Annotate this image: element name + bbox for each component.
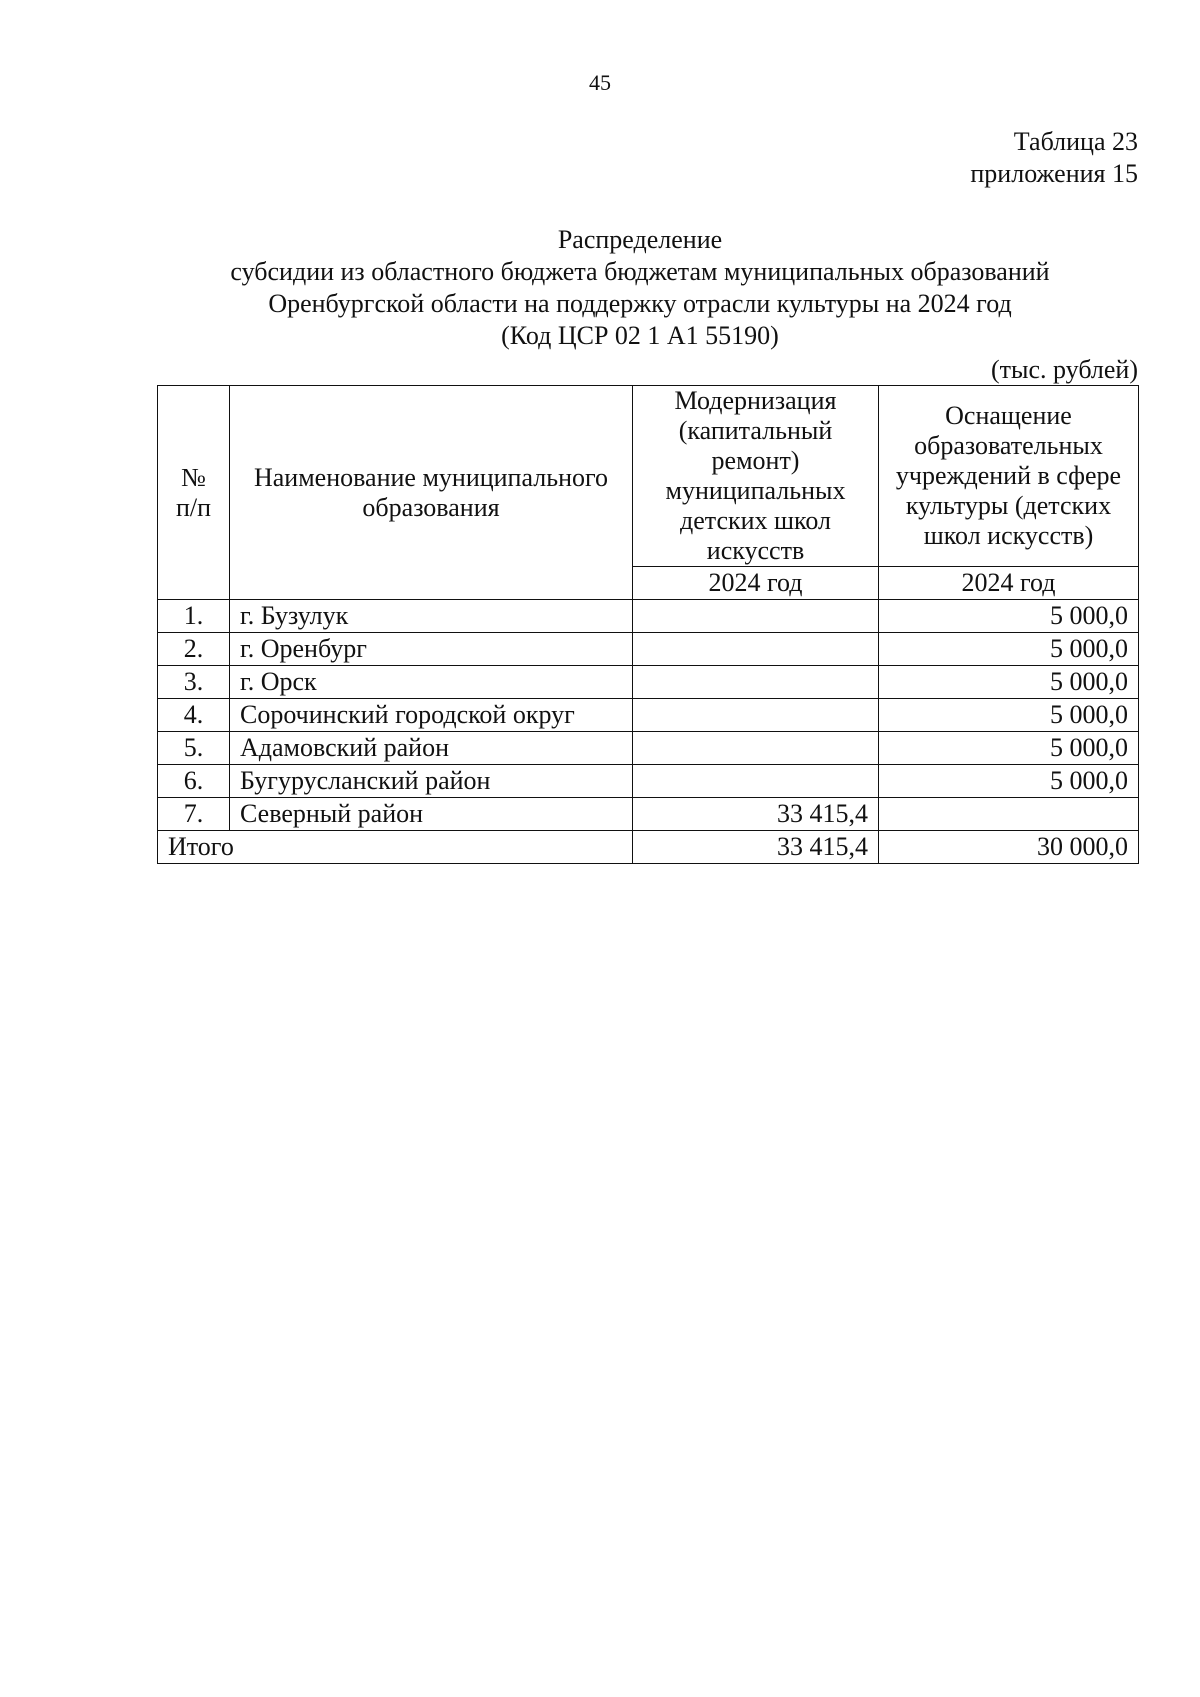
header-equipment: Оснащение образовательных учреждений в сфере культуры (детских школ искусств) bbox=[879, 386, 1139, 567]
title-line-4: (Код ЦСР 02 1 А1 55190) bbox=[501, 321, 779, 350]
row-number: 5. bbox=[158, 732, 230, 765]
row-equipment-value: 5 000,0 bbox=[879, 699, 1139, 732]
title-line-2: субсидии из областного бюджета бюджетам муниципальных образований bbox=[230, 257, 1050, 286]
table-reference bbox=[970, 126, 1138, 190]
row-name: Бугурусланский район bbox=[230, 765, 633, 798]
row-name: г. Оренбург bbox=[230, 633, 633, 666]
row-equipment-value: 5 000,0 bbox=[879, 666, 1139, 699]
row-equipment-value: 5 000,0 bbox=[879, 633, 1139, 666]
table-row bbox=[158, 732, 1139, 765]
table-row bbox=[158, 633, 1139, 666]
row-equipment-value: 5 000,0 bbox=[879, 600, 1139, 633]
table-reference-line-2: приложения 15 bbox=[970, 159, 1138, 188]
total-row bbox=[158, 831, 1139, 864]
total-modernization-value: 33 415,4 bbox=[633, 831, 879, 864]
document-title bbox=[150, 224, 1130, 352]
row-number: 3. bbox=[158, 666, 230, 699]
header-year-equipment: 2024 год bbox=[879, 567, 1139, 600]
row-modernization-value bbox=[633, 732, 879, 765]
row-name: Сорочинский городской округ bbox=[230, 699, 633, 732]
table-row bbox=[158, 765, 1139, 798]
table-row bbox=[158, 798, 1139, 831]
header-year-modernization: 2024 год bbox=[633, 567, 879, 600]
total-label: Итого bbox=[158, 831, 633, 864]
table-row bbox=[158, 699, 1139, 732]
units-label: (тыс. рублей) bbox=[990, 355, 1138, 384]
table-reference-line-1: Таблица 23 bbox=[1013, 127, 1138, 156]
row-modernization-value bbox=[633, 633, 879, 666]
title-line-1: Распределение bbox=[557, 225, 723, 254]
table-row bbox=[158, 666, 1139, 699]
row-number: 4. bbox=[158, 699, 230, 732]
header-name: Наименование муниципального образования bbox=[230, 386, 633, 600]
row-modernization-value bbox=[633, 765, 879, 798]
row-equipment-value: 5 000,0 bbox=[879, 765, 1139, 798]
page-number: 45 bbox=[589, 70, 611, 95]
row-number: 1. bbox=[158, 600, 230, 633]
row-equipment-value bbox=[879, 798, 1139, 831]
row-name: г. Орск bbox=[230, 666, 633, 699]
title-line-3: Оренбургской области на поддержку отрасли культуры на 2024 год bbox=[268, 289, 1012, 318]
row-name: Адамовский район bbox=[230, 732, 633, 765]
row-number: 6. bbox=[158, 765, 230, 798]
header-modernization: Модернизация (капитальный ремонт) муниципальных детских школ искусств bbox=[633, 386, 879, 567]
table-row bbox=[158, 600, 1139, 633]
row-modernization-value: 33 415,4 bbox=[633, 798, 879, 831]
row-modernization-value bbox=[633, 600, 879, 633]
total-equipment-value: 30 000,0 bbox=[879, 831, 1139, 864]
row-modernization-value bbox=[633, 699, 879, 732]
row-equipment-value: 5 000,0 bbox=[879, 732, 1139, 765]
row-number: 2. bbox=[158, 633, 230, 666]
row-name: Северный район bbox=[230, 798, 633, 831]
header-number: № п/п bbox=[158, 386, 230, 600]
row-number: 7. bbox=[158, 798, 230, 831]
row-modernization-value bbox=[633, 666, 879, 699]
row-name: г. Бузулук bbox=[230, 600, 633, 633]
distribution-table bbox=[157, 385, 1139, 864]
header-row bbox=[158, 386, 1139, 567]
